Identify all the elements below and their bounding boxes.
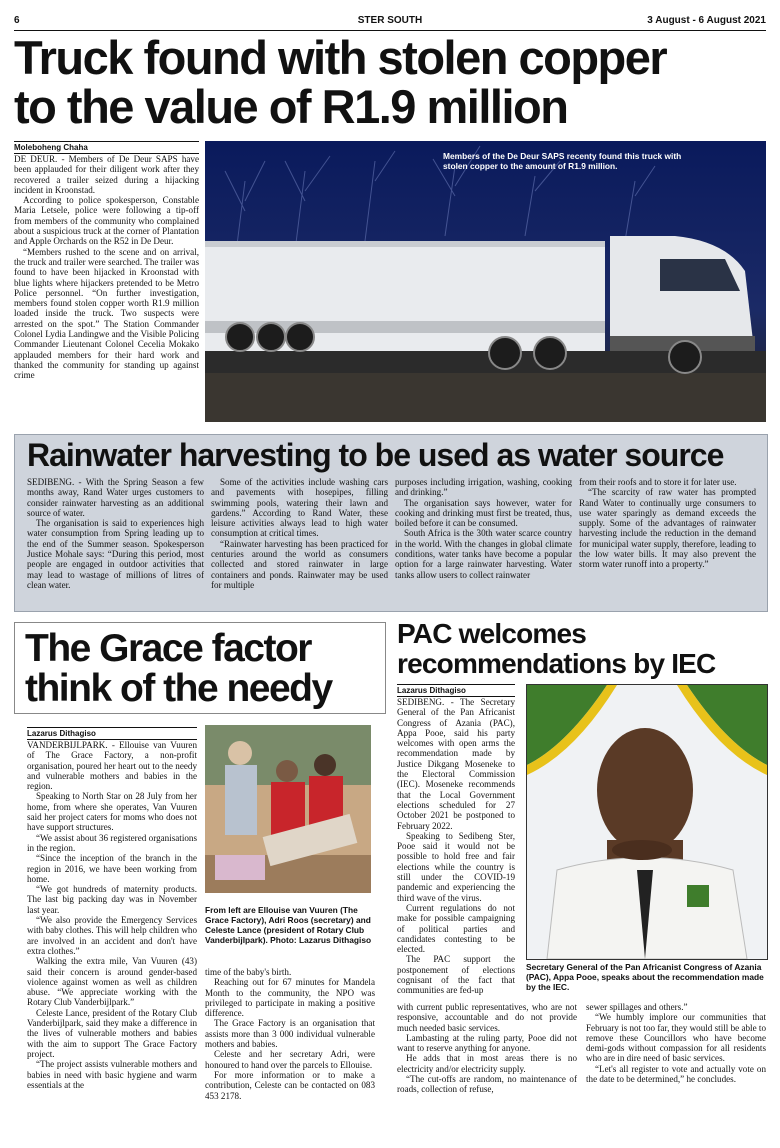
pac-photo-illustration bbox=[527, 685, 767, 959]
pac-headline-line1: PAC welcomes bbox=[397, 618, 587, 649]
grace-photo-caption: From left are Ellouise van Vuuren (The Grace Factory), Adri Roos (secretary) and Celeste Lance (president of Rotary Club Vanderbijlpark). Photo: Lazarus Dithagiso bbox=[205, 905, 372, 945]
pac-paragraph: with current public representatives, who are not responsive, accountable and do not provide much needed basic services. bbox=[397, 1002, 577, 1033]
grace-headline-box bbox=[14, 622, 386, 714]
grace-paragraph: VANDERBIJLPARK. - Ellouise van Vuuren of The Grace Factory, a non-profit organisation, poured her heart out to the needy and vulnerable mothers and babies in the region. bbox=[27, 740, 197, 792]
grace-paragraph: time of the baby's birth. bbox=[205, 967, 292, 977]
grace-paragraph: “Since the inception of the branch in the region in 2016, we have been working from home. bbox=[27, 853, 197, 884]
truck-paragraph: DE DEUR. - Members of De Deur SAPS have been applauded for their diligent work after they recovered a trailer seized during a hijacking incident in Kroonstad. bbox=[14, 154, 199, 195]
rain-column-2 bbox=[211, 477, 388, 590]
truck-headline-line1: Truck found with stolen copper bbox=[14, 31, 667, 84]
grace-paragraph: The Grace Factory is an organisation that assists more than 3 000 individual vulnerable mothers and babies. bbox=[205, 1018, 375, 1050]
page-number: 6 bbox=[14, 15, 20, 26]
grace-paragraph: Reaching out for 67 minutes for Mandela Month to the community, the NPO was privileged to participate in making a positive difference. bbox=[205, 977, 375, 1019]
truck-paragraph: According to police spokesperson, Constable Maria Letsele, police were following a tip-off from members of the community who complained about a suspicious truck at the corner of Plantation and Apple Orchards on the R52 in De Deur. bbox=[14, 195, 199, 247]
issue-date: 3 August - 6 August 2021 bbox=[647, 15, 766, 26]
grace-paragraph: “We got hundreds of maternity products. The last big packing day was in November last year. bbox=[27, 884, 197, 915]
grace-paragraph: Celeste Lance, president of the Rotary Club Vanderbijlpark, said they make a difference in the lives of vulnerable mothers and babies with the aim to support The Grace Factory project. bbox=[27, 1007, 197, 1059]
pac-bottom-column-2 bbox=[586, 1002, 766, 1084]
grace-paragraph: Walking the extra mile, Van Vuuren (43) said their concern is around gender-based violence against women as well as children abuse. “We appreciate working with the Rotary Club Vanderbijlpark.” bbox=[27, 956, 197, 1008]
truck-photo-caption-line1: Members of the De Deur SAPS recenty found this truck with bbox=[443, 151, 682, 161]
truck-headline bbox=[14, 31, 766, 133]
truck-photo-caption-line2: stolen copper to the amount of R1.9 million. bbox=[443, 161, 618, 171]
pac-paragraph: “Let's all register to vote and actually vote on the date to be determined,” he concludes. bbox=[586, 1063, 766, 1085]
grace-column-1 bbox=[27, 740, 197, 1090]
rain-paragraph: from their roofs and to store it for later use. bbox=[579, 477, 737, 487]
rain-paragraph: purposes including irrigation, washing, cooking and drinking.” bbox=[395, 477, 572, 498]
pac-paragraph: Speaking to Sedibeng Ster, Pooe said it would not be possible to hold free and fair elections while the country is still under the COVID-19 pandemic and experiencing the third wave of the virus. bbox=[397, 830, 515, 903]
pac-photo bbox=[526, 684, 768, 960]
rain-paragraph: The organisation says however, water for cooking and drinking must first be treated, thus, boiled before it can be consumed. bbox=[395, 497, 572, 529]
rain-column-1 bbox=[27, 477, 204, 590]
pac-bottom-column-1 bbox=[397, 1002, 577, 1095]
grace-headline-line2: think of the needy bbox=[25, 667, 332, 710]
truck-photo-caption bbox=[443, 151, 681, 171]
grace-column-2 bbox=[205, 967, 375, 1101]
grace-paragraph: For more information or to make a contribution, Celeste can be contacted on 083 453 2178. bbox=[205, 1069, 375, 1101]
pac-byline: Lazarus Dithagiso bbox=[397, 684, 515, 697]
truck-paragraph: “Members rushed to the scene and on arrival, the truck and trailer were searched. The trailer was found to have been hijacked in Kroonstad with blue lights where hijackers pretended to be Metro Police personnel. “On further investigation, members found stolen copper worth R1.9 million loaded inside the truck. Two suspects were arrested on the spot.” The Station Commander Colonel Lydia Landingwe and the Visible Policing Commander Lieutenant Colonel Cecelia Mokako applauded members for their hard work and thanked the community for standing up against crime bbox=[14, 246, 199, 381]
grace-paragraph: “We also provide the Emergency Services with baby clothes. This will help children who are involved in an accident and don't have extra clothes.” bbox=[27, 915, 197, 956]
truck-illustration bbox=[205, 141, 766, 422]
rain-paragraph: “Rainwater harvesting has been practiced for centuries around the world as consumers collected and stored rainwater in large containers and ponds. Rainwater may be used for multiple bbox=[211, 538, 388, 590]
rain-paragraph: Some of the activities include washing cars and pavements with hosepipes, filling swimming pools, watering their lawn and gardens.” According to Rand Water, these leisure activities always lead to high water consumption at critical times. bbox=[211, 477, 388, 539]
grace-paragraph: “The project assists vulnerable mothers and babies in need with basic hygiene and warm essentials at the bbox=[27, 1059, 197, 1090]
rain-paragraph: South Africa is the 30th water scarce country in the world. With the changes in global climate conditions, water tanks have become a popular option for a large rainwater harvesting. Water tanks allow users to collect rainwater bbox=[395, 528, 572, 580]
pac-paragraph: SEDIBENG. - The Secretary General of the Pan Africanist Congress of Azania (PAC), Appa Pooe, said his party welcomes with open arms the recommendation made by Justice Dikgang Moseneke to the Electoral Commission (IEC). Moseneke recommends that the Local Government elections scheduled for 27 October 2021 be postponed to February 2022. bbox=[397, 697, 515, 831]
publication-name: STER SOUTH bbox=[357, 15, 423, 26]
rain-paragraph: The organisation is said to experiences high water consumption from Spring leading up to the end of the Summer season. Spokesperson Justice Mohale says: “During this period, most people are engaged in outdoor activities that may lead to wastage of millions of litres of clean water. bbox=[27, 518, 204, 590]
page-header bbox=[14, 14, 766, 31]
truck-byline: Moleboheng Chaha bbox=[14, 141, 199, 154]
rain-column-4 bbox=[579, 477, 756, 570]
rain-headline: Rainwater harvesting to be used as water source bbox=[27, 437, 724, 473]
rain-column-3 bbox=[395, 477, 572, 580]
grace-photo bbox=[205, 725, 371, 893]
truck-headline-line2: to the value of R1.9 million bbox=[14, 80, 568, 133]
grace-paragraph: Speaking to North Star on 28 July from her home, from where she operates, Van Vuuren said her project caters for moms who does not have support structures. bbox=[27, 791, 197, 833]
grace-photo-illustration bbox=[205, 725, 371, 893]
rainwater-article-box bbox=[14, 434, 768, 612]
truck-photo bbox=[205, 141, 766, 422]
grace-headline-line1: The Grace factor bbox=[25, 627, 311, 670]
pac-headline bbox=[397, 620, 767, 678]
pac-paragraph: Current regulations do not make for possible campaigning of political parties and candidates contesting to be elected. bbox=[397, 902, 515, 955]
pac-column-1 bbox=[397, 697, 515, 996]
grace-byline: Lazarus Dithagiso bbox=[27, 727, 197, 740]
grace-paragraph: “We assist about 36 registered organisations in the region. bbox=[27, 832, 197, 853]
pac-paragraph: “We humbly implore our communities that February is not too far, they would still be able to remove these Councillors who have become demi-gods without compassion for all residents who are in dire need of basic services. bbox=[586, 1012, 766, 1064]
pac-paragraph: The PAC support the postponement of elections cognisant of the fact that communities are fed-up bbox=[397, 954, 515, 996]
pac-paragraph: sewer spillages and others.” bbox=[586, 1002, 688, 1012]
rain-paragraph: SEDIBENG. - With the Spring Season a few months away, Rand Water urges customers to consider rainwater harvesting as an additional source of water. bbox=[27, 477, 204, 518]
rain-paragraph: “The scarcity of raw water has prompted Rand Water to continually urge consumers to use water sparingly as demand exceeds the supply. Some of the advantages of rainwater harvesting include the reduction in the demand for municipal water supply, therefore, leading to the low water bills. It may also prevent the storm water runoff into a property.” bbox=[579, 487, 756, 570]
pac-paragraph: He adds that in most areas there is no electricity and/or electricity supply. bbox=[397, 1053, 577, 1074]
truck-article-body bbox=[14, 154, 199, 381]
pac-paragraph: Lambasting at the ruling party, Pooe did not want to reserve anything for anyone. bbox=[397, 1032, 577, 1054]
pac-headline-line2: recommendations by IEC bbox=[397, 648, 716, 679]
pac-photo-caption: Secretary General of the Pan Africanist Congress of Azania (PAC), Appa Pooe, speaks about the recommendation made by the IEC. bbox=[526, 962, 764, 992]
grace-paragraph: Celeste and her secretary Adri, were honoured to hand over the parcels to Ellouise. bbox=[205, 1049, 375, 1070]
pac-paragraph: “The cut-offs are random, no maintenance of roads, collection of refuse, bbox=[397, 1074, 577, 1095]
